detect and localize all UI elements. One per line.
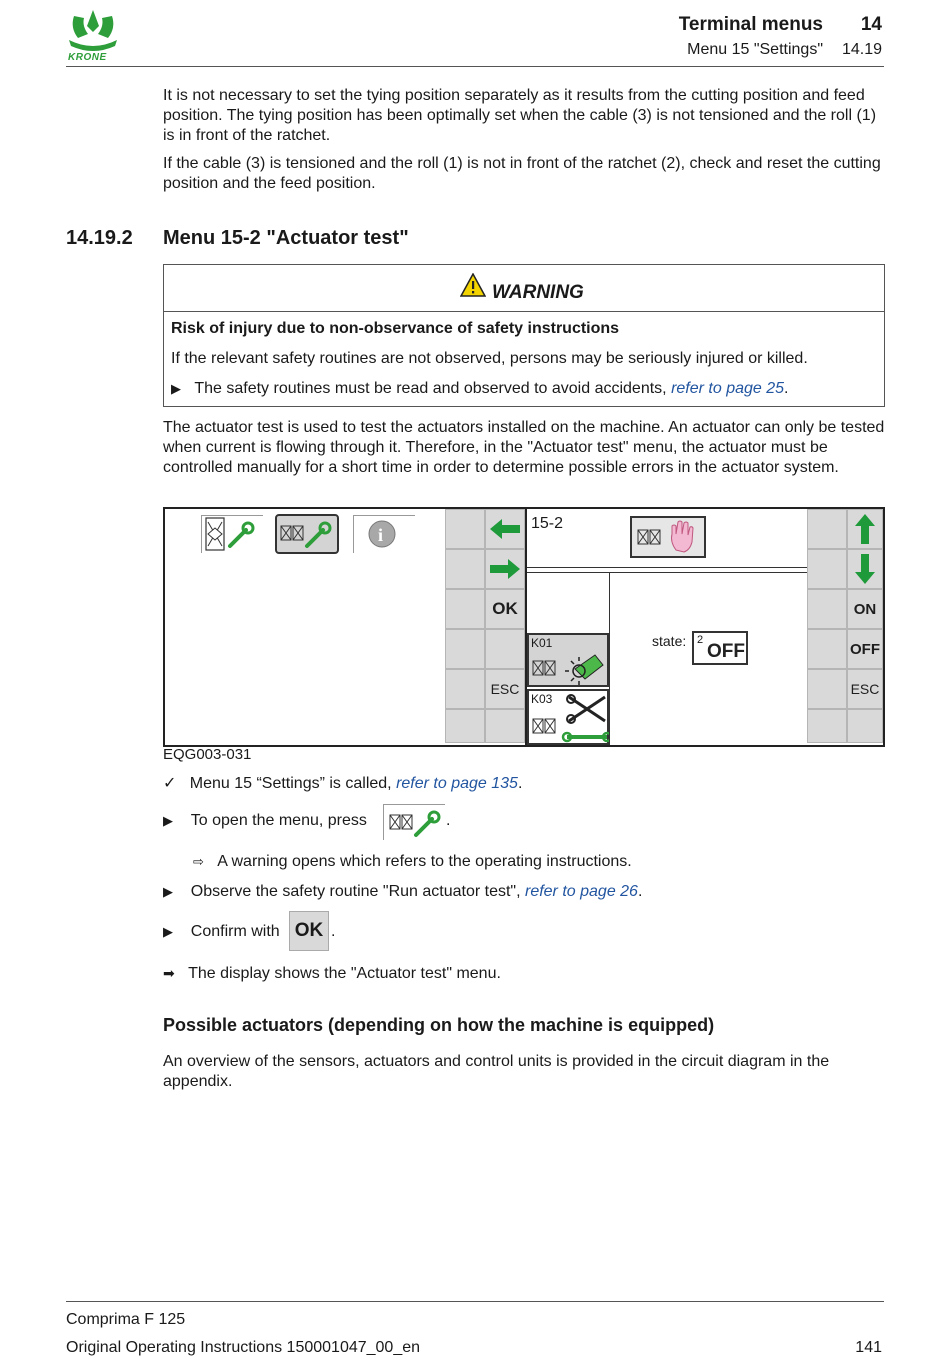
state-index: 2 [697, 634, 704, 646]
state-box [692, 631, 748, 665]
warning-instruction-end: . [784, 380, 789, 397]
up-arrow-button[interactable] [847, 509, 883, 549]
section-heading-title: Menu 15-2 "Actuator test" [163, 227, 409, 249]
step-open-text: To open the menu, press [190, 812, 367, 829]
right-blank-4 [807, 629, 847, 669]
step-observe [163, 882, 642, 902]
possible-heading: Possible actuators (depending on how the machine is equipped) [163, 1015, 715, 1035]
hollow-arrow-icon: ⇨ [193, 854, 204, 869]
actuator-code: K01 [531, 636, 553, 650]
footer-doc: Original Operating Instructions 150001047_00_en [66, 1339, 421, 1356]
tab-actuator-test[interactable] [275, 514, 339, 554]
right-blank-7 [847, 709, 883, 743]
state-label: state: [652, 633, 687, 649]
list-separator [609, 573, 610, 745]
warning-title-row [164, 265, 884, 312]
right-blank-2 [807, 549, 847, 589]
step-confirm [163, 922, 280, 942]
on-button[interactable]: ON [847, 589, 883, 629]
warning-page-link[interactable]: refer to page 25 [671, 380, 785, 397]
step-observe-text: Observe the safety routine "Run actuator test", [190, 883, 525, 900]
step-result-1-text: A warning opens which refers to the operating instructions. [217, 853, 632, 870]
warning-instruction-text: The safety routines must be read and observed to avoid accidents, [194, 380, 672, 397]
body-paragraph: The actuator test is used to test the actuators installed on the machine. An actuator can only be tested when current is flowing through it. Therefore, in the "Actuator test" menu, the actuator must be controlled manually for a short time in order to determine possible errors in the actuator system. [163, 419, 885, 476]
inline-actuator-test-icon [383, 804, 445, 840]
section-title: Menu 15 "Settings" [687, 41, 823, 58]
left-blank-6 [445, 669, 485, 709]
chapter-title: Terminal menus [678, 14, 823, 35]
state-value: OFF [707, 641, 745, 662]
section-heading-number: 14.19.2 [66, 227, 133, 249]
intro-paragraph-2: If the cable (3) is tensioned and the roll (1) is not in front of the ratchet (2), check and reset the cutting position and the feed position. [163, 155, 881, 192]
triangle-bullet-icon: ▶ [163, 813, 173, 828]
step-observe-end: . [637, 883, 643, 900]
footer-page: 141 [855, 1339, 882, 1356]
left-blank-1 [445, 509, 485, 549]
right-blank-1 [807, 509, 847, 549]
figure-id: EQG003-031 [163, 746, 252, 763]
arrow-down-icon [853, 552, 877, 586]
terminal-screen [163, 507, 885, 747]
triangle-bullet-icon: ▶ [163, 884, 173, 899]
arrow-right-icon [488, 558, 522, 580]
svg-text:i: i [378, 525, 384, 545]
esc-button-left[interactable]: ESC [485, 669, 525, 709]
actuator-item-k01[interactable] [527, 633, 609, 687]
right-blank-6 [807, 709, 847, 743]
arrow-up-icon [853, 512, 877, 546]
inline-ok-button: OK [289, 911, 329, 951]
down-arrow-button[interactable] [847, 549, 883, 589]
off-button[interactable]: OFF [847, 629, 883, 669]
left-blank-8 [485, 709, 525, 743]
esc-button-right[interactable]: ESC [847, 669, 883, 709]
step-confirm-end: . [331, 923, 336, 940]
step-open-end: . [446, 812, 451, 829]
left-blank-5 [485, 629, 525, 669]
triangle-bullet-icon: ▶ [171, 381, 181, 396]
step-check-end: . [517, 775, 523, 792]
result-arrow-icon: ➡ [163, 965, 175, 981]
left-blank-4 [445, 629, 485, 669]
actuator-knife-icon [529, 693, 609, 747]
chapter-number: 14 [860, 14, 882, 35]
forward-arrow-button[interactable] [485, 549, 525, 589]
warning-instruction [171, 379, 788, 399]
back-arrow-button[interactable] [485, 509, 525, 549]
section-number: 14.19 [841, 41, 882, 58]
left-blank-3 [445, 589, 485, 629]
tab-info[interactable] [353, 515, 415, 553]
menu-id: 15-2 [531, 515, 564, 532]
step-result-2 [163, 963, 501, 984]
step-result-1 [193, 852, 632, 872]
warning-text: If the relevant safety routines are not observed, persons may be seriously injured or killed. [171, 350, 808, 367]
step-confirm-text: Confirm with [190, 923, 280, 940]
left-blank-7 [445, 709, 485, 743]
right-blank-3 [807, 589, 847, 629]
header-rule [66, 66, 884, 67]
intro-paragraph-1: It is not necessary to set the tying position separately as it results from the cutting position and feed position. The tying position has been optimally set when the cable (3) is not tensioned and the roll (1) is in front of the ratchet. [163, 87, 877, 144]
warning-title: WARNING [492, 282, 584, 303]
header-separator [527, 567, 807, 573]
step-check-text: Menu 15 “Settings” is called, [189, 775, 397, 792]
footer-rule [66, 1301, 884, 1302]
warning-triangle-icon [460, 273, 486, 302]
step-result-2-text: The display shows the "Actuator test" menu. [188, 965, 501, 982]
actuator-manual-icon [630, 516, 706, 558]
tab-actuator-disabled[interactable] [201, 515, 263, 553]
logo-text: KRONE [68, 52, 107, 63]
ok-button[interactable]: OK [485, 589, 525, 629]
arrow-left-icon [488, 518, 522, 540]
step-open [163, 811, 367, 831]
possible-text: An overview of the sensors, actuators and control units is provided in the circuit diagram in the appendix. [163, 1053, 830, 1090]
actuator-item-k03[interactable] [527, 689, 609, 745]
right-blank-5 [807, 669, 847, 709]
actuator-light-icon [529, 649, 609, 687]
actuator-code: K03 [531, 692, 553, 706]
step-check [163, 774, 522, 794]
krone-logo [66, 8, 120, 64]
checkmark-icon: ✓ [163, 775, 177, 792]
triangle-bullet-icon: ▶ [163, 924, 173, 939]
step-check-link[interactable]: refer to page 135 [396, 775, 518, 792]
warning-heading: Risk of injury due to non-observance of safety instructions [171, 320, 620, 337]
warning-box [163, 264, 885, 407]
left-blank-2 [445, 549, 485, 589]
footer-product: Comprima F 125 [66, 1311, 186, 1328]
step-observe-link[interactable]: refer to page 26 [524, 883, 638, 900]
